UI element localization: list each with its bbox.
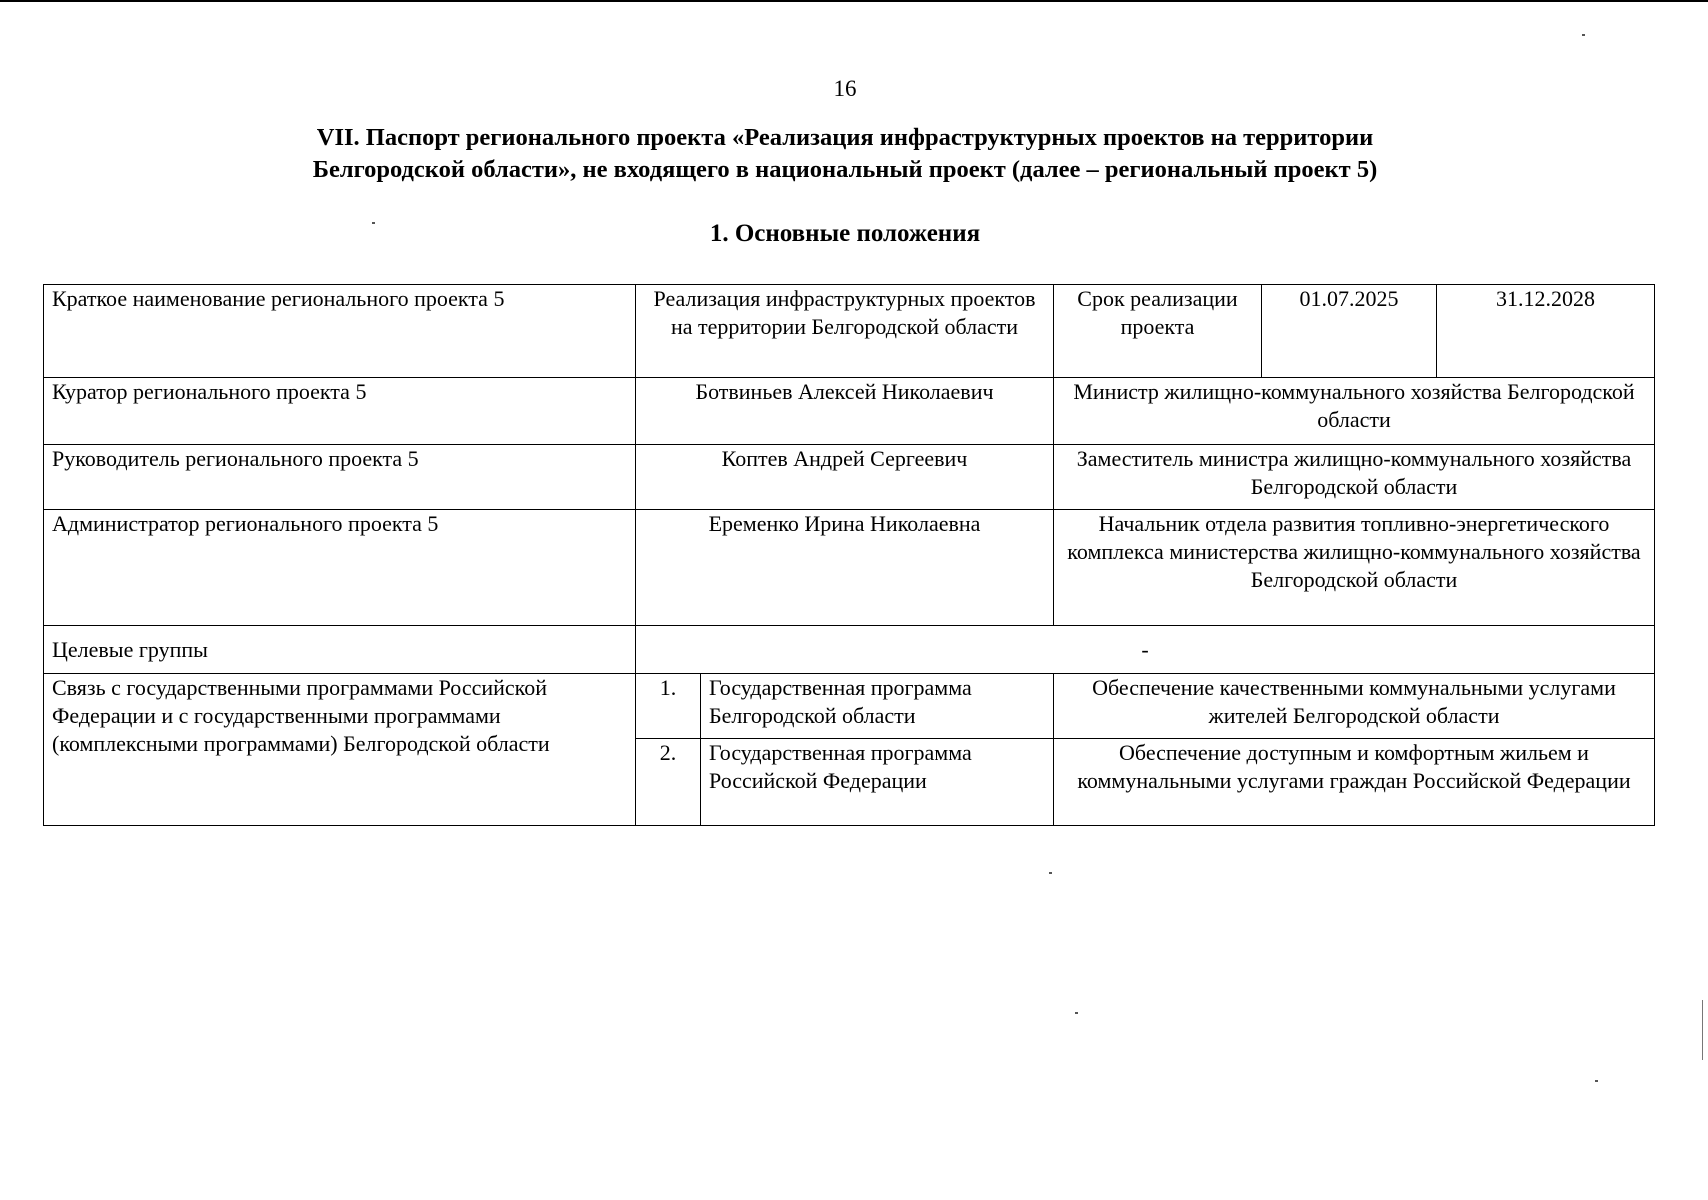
project-passport-table <box>43 284 1655 826</box>
scan-speck <box>372 222 375 224</box>
program-2-name: Обеспечение доступным и комфортным жильем и коммунальными услугами граждан Российской Федерации <box>1054 739 1655 826</box>
document-title-line-1: VII. Паспорт регионального проекта «Реализация инфраструктурных проектов на территории <box>316 124 1374 151</box>
scan-speck <box>1075 1012 1078 1014</box>
program-1-type: Государственная программа Белгородской области <box>701 674 1054 739</box>
page-number: 16 <box>833 76 857 101</box>
head-label: Руководитель регионального проекта 5 <box>44 445 636 510</box>
program-1-number: 1. <box>636 674 701 739</box>
program-1-name: Обеспечение качественными коммунальными услугами жителей Белгородской области <box>1054 674 1655 739</box>
head-name: Коптев Андрей Сергеевич <box>636 445 1054 510</box>
scan-edge-mark <box>1702 1000 1703 1060</box>
start-date: 01.07.2025 <box>1262 285 1437 378</box>
end-date: 31.12.2028 <box>1437 285 1655 378</box>
curator-position: Министр жилищно-коммунального хозяйства Белгородской области <box>1054 378 1655 445</box>
scan-speck <box>1595 1080 1598 1082</box>
scan-speck <box>1582 34 1585 36</box>
section-title: 1. Основные положения <box>709 220 981 247</box>
administrator-position: Начальник отдела развития топливно-энергетического комплекса министерства жилищно-коммунального хозяйства Белгородской области <box>1054 510 1655 626</box>
curator-label: Куратор регионального проекта 5 <box>44 378 636 445</box>
program-2-type: Государственная программа Российской Федерации <box>701 739 1054 826</box>
scan-speck <box>1049 872 1052 874</box>
table-row-short-name <box>44 285 1655 378</box>
table-row-head <box>44 445 1655 510</box>
short-name-label: Краткое наименование регионального проекта 5 <box>44 285 636 378</box>
top-scan-rule <box>0 0 1708 2</box>
document-title-line-2: Белгородской области», не входящего в национальный проект (далее – региональный проект 5) <box>312 156 1378 183</box>
curator-name: Ботвиньев Алексей Николаевич <box>636 378 1054 445</box>
programs-label: Связь с государственными программами Российской Федерации и с государственными программами (комплексными программами) Белгородской области <box>44 674 636 826</box>
table-row-program-1 <box>44 674 1655 739</box>
table-row-curator <box>44 378 1655 445</box>
table-row-administrator <box>44 510 1655 626</box>
program-2-number: 2. <box>636 739 701 826</box>
term-label: Срок реализации проекта <box>1054 285 1262 378</box>
short-name-value: Реализация инфраструктурных проектов на территории Белгородской области <box>636 285 1054 378</box>
head-position: Заместитель министра жилищно-коммунального хозяйства Белгородской области <box>1054 445 1655 510</box>
document-title <box>190 122 1500 186</box>
administrator-name: Еременко Ирина Николаевна <box>636 510 1054 626</box>
target-groups-value: - <box>636 626 1655 674</box>
administrator-label: Администратор регионального проекта 5 <box>44 510 636 626</box>
table-row-target-groups <box>44 626 1655 674</box>
target-groups-label: Целевые группы <box>44 626 636 674</box>
